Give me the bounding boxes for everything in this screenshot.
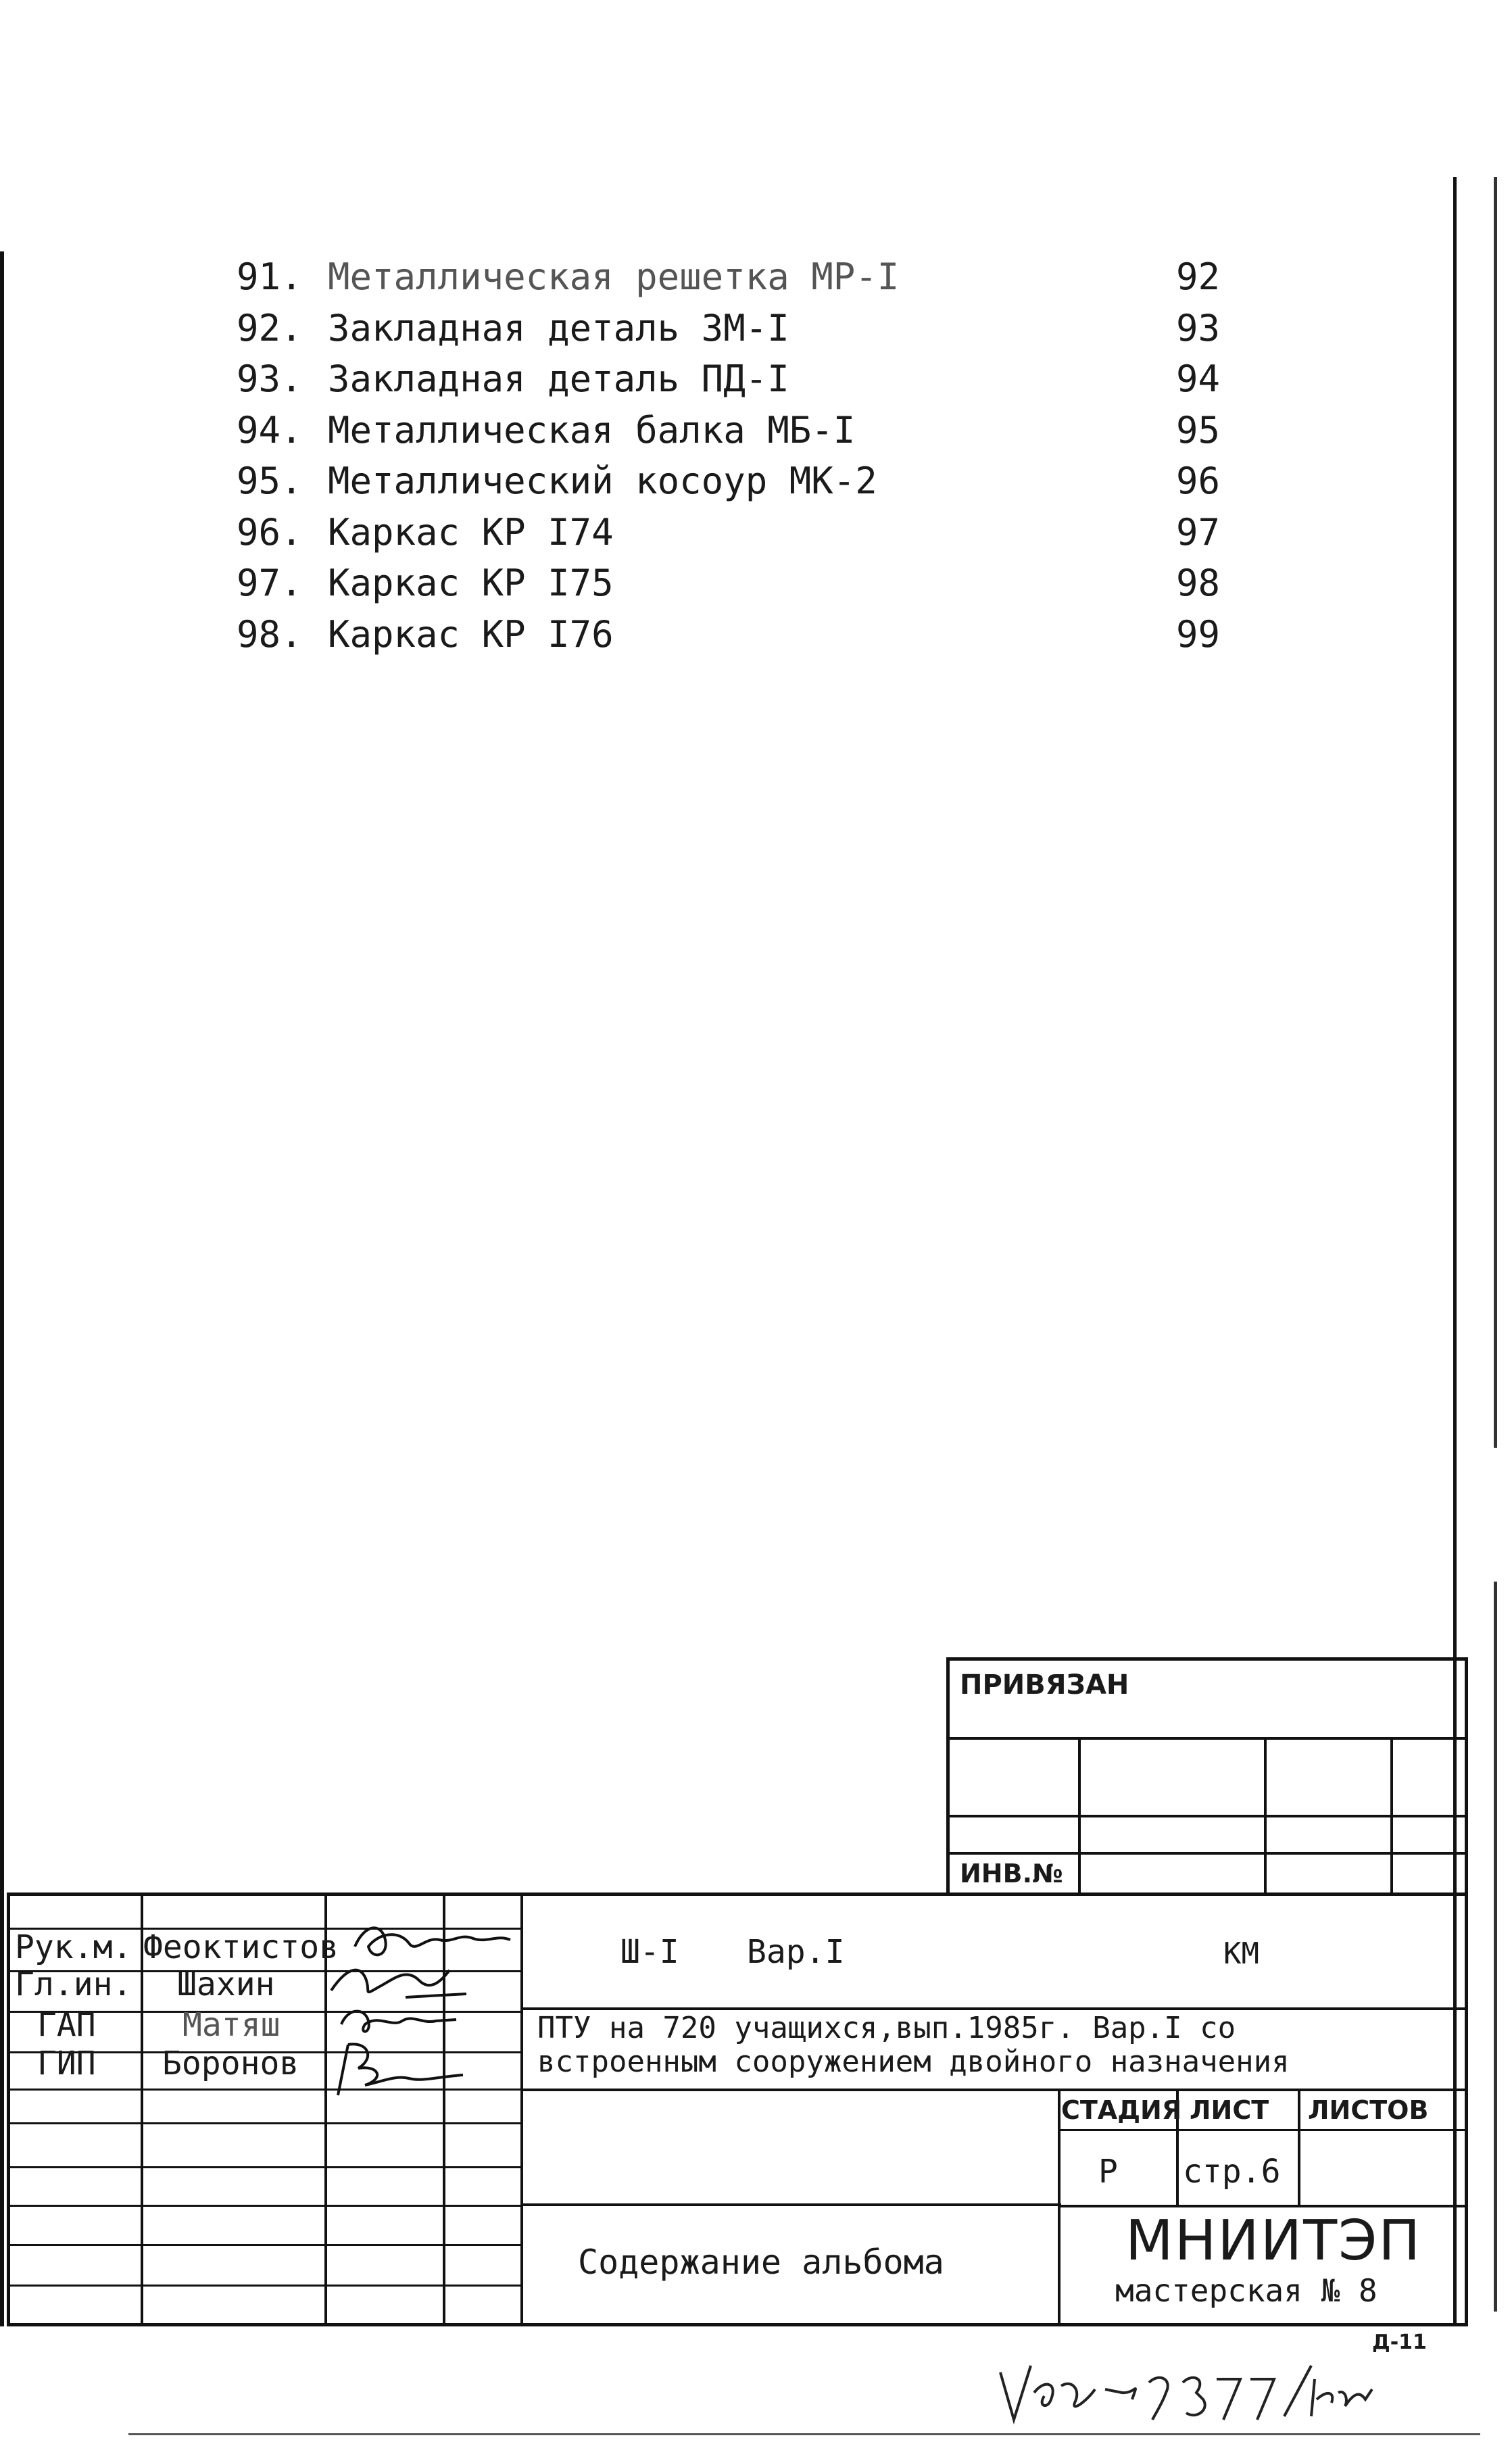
sheet-code: Ш-I <box>620 1933 679 1971</box>
project-title-line1: ПТУ на 720 учащихся,вып.1985г. Вар.I со <box>537 2011 1236 2045</box>
frame-right-edge-mark <box>1494 177 1497 1448</box>
toc-row <box>237 558 1250 609</box>
toc-title: Металлический косоур МК-2 <box>328 460 877 502</box>
toc-page: 95 <box>1176 408 1221 451</box>
toc-page: 92 <box>1176 255 1221 298</box>
toc-number: 95. <box>237 460 303 502</box>
toc-title: Металлическая решетка МР-I <box>328 255 900 298</box>
toc-row <box>237 507 1250 558</box>
drawing-mark: КМ <box>1223 1936 1259 1971</box>
toc-number: 93. <box>237 358 303 400</box>
toc-number: 92. <box>237 306 303 349</box>
toc-title: Каркас КР I75 <box>328 562 614 604</box>
bottom-scan-line <box>128 2433 1480 2435</box>
document-title: Содержание альбома <box>578 2243 944 2282</box>
toc-page: 98 <box>1176 562 1221 604</box>
toc-page: 94 <box>1176 358 1221 400</box>
toc-page: 97 <box>1176 510 1221 554</box>
sheet-header: ЛИСТ <box>1190 2095 1269 2125</box>
toc-row <box>237 251 1250 303</box>
toc-number: 94. <box>237 408 303 451</box>
sheet-value: стр.6 <box>1183 2153 1281 2191</box>
toc-number: 97. <box>237 562 303 604</box>
person-name: Феоктистов <box>143 1928 339 1966</box>
toc-page: 99 <box>1176 612 1221 656</box>
toc-title: Металлическая балка МБ-I <box>328 408 856 451</box>
person-name: Боронов <box>162 2045 299 2082</box>
organization-name: МНИИТЭП <box>1125 2209 1422 2273</box>
toc-number: 98. <box>237 612 303 656</box>
project-title-line2: встроенным сооружением двойного назначения <box>537 2045 1290 2079</box>
role-label: Рук.м. <box>15 1928 132 1966</box>
frame-right-edge-mark-lower <box>1494 1582 1497 2312</box>
stage-value: Р <box>1098 2153 1118 2191</box>
toc-title: Каркас КР I74 <box>328 510 614 554</box>
toc-title: Каркас КР I76 <box>328 612 614 656</box>
workshop-label: мастерская № 8 <box>1115 2272 1377 2309</box>
role-label: ГИП <box>37 2045 96 2082</box>
toc-title: Закладная деталь ПД-I <box>328 358 789 400</box>
toc-number: 96. <box>237 510 303 554</box>
toc-number: 91. <box>237 255 303 298</box>
corner-note: Д-11 <box>1372 2330 1427 2354</box>
person-name: Матяш <box>182 2006 281 2044</box>
toc-row <box>237 405 1250 456</box>
role-label: ГАП <box>37 2006 96 2044</box>
signature-shakhin <box>324 1957 473 2007</box>
toc-page: 93 <box>1176 306 1221 349</box>
privyazan-label: ПРИВЯЗАН <box>960 1669 1129 1701</box>
person-name: Шахин <box>177 1965 275 2003</box>
role-label: Гл.ин. <box>15 1965 132 2003</box>
stage-header: СТАДИЯ <box>1061 2095 1182 2125</box>
toc-title: Закладная деталь ЗМ-I <box>328 306 789 349</box>
handwritten-archive-number <box>994 2352 1399 2436</box>
toc-row <box>237 353 1250 405</box>
toc-page: 96 <box>1176 460 1221 502</box>
toc-row <box>237 456 1250 507</box>
toc-row <box>237 609 1250 660</box>
frame-left-border <box>0 251 4 2326</box>
sheets-header: ЛИСТОВ <box>1308 2095 1429 2125</box>
toc-row <box>237 303 1250 354</box>
variant-label: Вар.I <box>747 1933 845 1971</box>
frame-right-border <box>1453 177 1457 2326</box>
inv-number-label: ИНВ.№ <box>960 1859 1063 1888</box>
handwritten-archive-number-graphic <box>994 2352 1399 2433</box>
toc-list <box>237 251 1250 660</box>
signature-boronov <box>328 2038 470 2099</box>
signature-matyash <box>338 2001 460 2041</box>
